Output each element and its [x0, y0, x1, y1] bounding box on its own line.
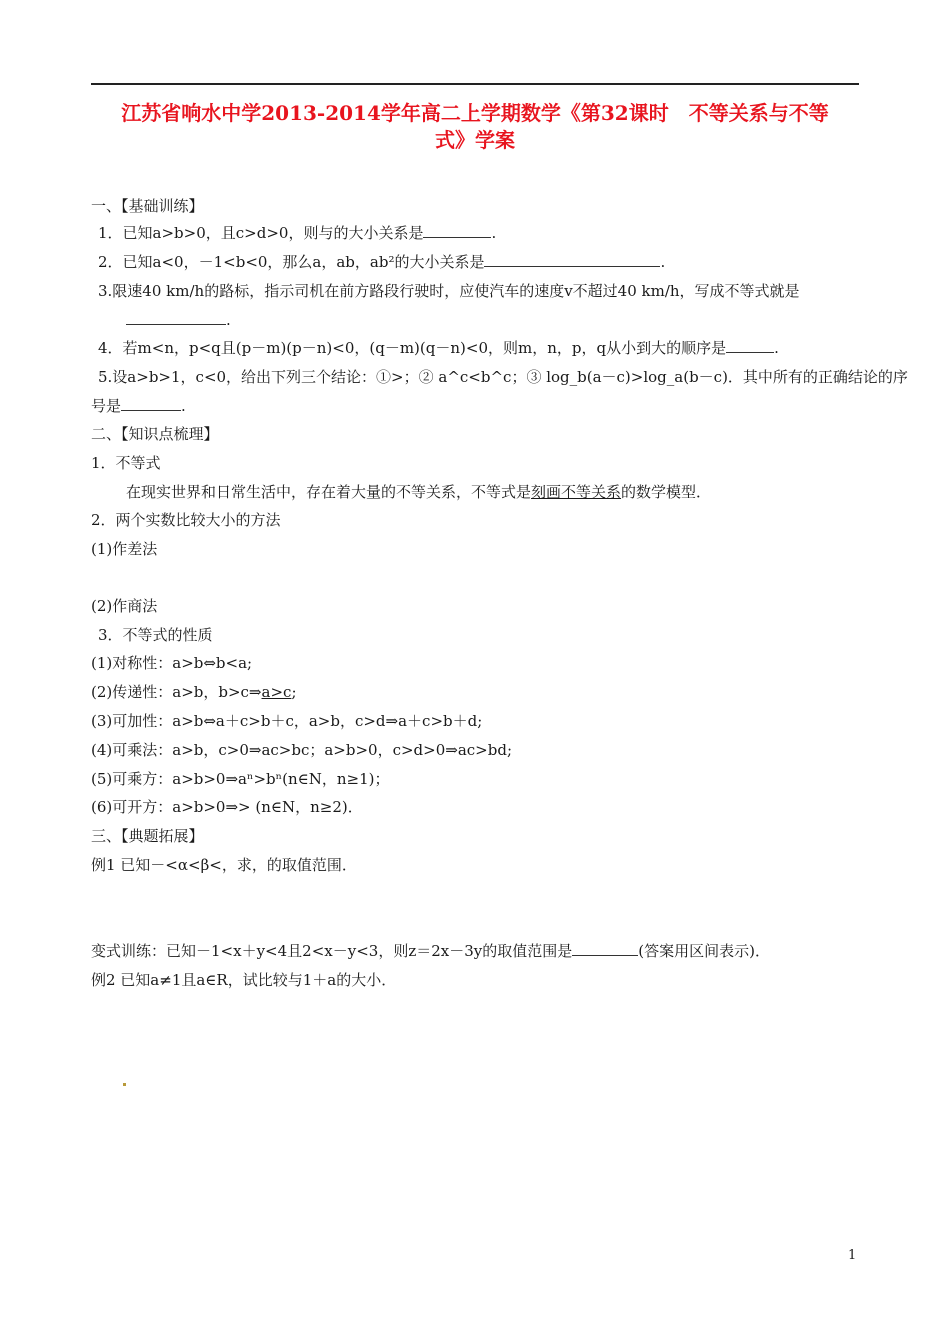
question-2-text: 2．已知a<0，－1<b<0，那么a，ab，ab²的大小关系是	[98, 253, 485, 271]
question-4-end: .	[774, 339, 779, 357]
knowledge-1-text	[126, 482, 901, 502]
title-line-1: 江苏省响水中学2013-2014学年高二上学期数学《第32课时 不等关系与不等	[121, 101, 829, 125]
document-title	[80, 100, 870, 154]
property-2	[91, 682, 866, 702]
question-1	[98, 223, 873, 243]
section-2-heading: 二、【知识点梳理】	[91, 425, 219, 443]
example-2: 例2 已知a≠1且a∈R，试比较与1＋a的大小．	[91, 971, 397, 989]
question-3: 3.限速40 km/h的路标，指示司机在前方路段行驶时，应使汽车的速度v不超过40 km/h，写成不等式就是	[98, 282, 800, 300]
answer-blank-variant[interactable]	[572, 941, 638, 956]
question-1-end: .	[491, 224, 497, 242]
answer-blank-5[interactable]	[121, 396, 181, 411]
question-2	[98, 252, 873, 272]
header-rule	[91, 83, 859, 85]
question-2-end: .	[660, 253, 666, 271]
knowledge-2-method-a: (1)作差法	[91, 540, 158, 558]
knowledge-1-text-before: 在现实世界和日常生活中，存在着大量的不等关系，不等式是	[126, 483, 532, 501]
scan-mark	[123, 1083, 126, 1086]
question-4-text: 4．若m<n，p<q且(p－m)(p－n)<0，(q－m)(q－n)<0，则m，n，p，q从小到大的顺序是	[98, 339, 727, 357]
question-5-end: .	[181, 397, 186, 415]
property-4: (4)可乘法：a>b，c>0⇒ac>bc；a>b>0，c>d>0⇒ac>bd;	[91, 741, 513, 759]
section-3-heading: 三、【典题拓展】	[91, 827, 204, 845]
question-3-end: .	[226, 311, 231, 329]
answer-blank-1[interactable]	[423, 223, 491, 238]
question-1-text: 1．已知a>b>0，且c>d>0，则与的大小关系是	[98, 224, 424, 242]
question-3-answer-line	[126, 310, 901, 330]
question-5-line-1: 5.设a>b>1，c<0，给出下列三个结论：①>；② a^c<b^c；③ log_b(a－c)>log_a(b－c)．其中所有的正确结论的序	[98, 368, 908, 386]
page-number: 1	[848, 1248, 857, 1263]
property-3: (3)可加性：a>b⇔a＋c>b＋c，a>b，c>d⇒a＋c>b＋d;	[91, 712, 483, 730]
knowledge-1-underlined: 刻画不等关系	[531, 483, 622, 501]
section-1-heading: 一、【基础训练】	[91, 197, 204, 215]
property-6: (6)可开方：a>b>0⇒> (n∈N，n≥2)．	[91, 798, 363, 816]
property-1: (1)对称性：a>b⇔b<a;	[91, 654, 253, 672]
question-5-text: 号是	[91, 397, 122, 415]
knowledge-1-text-after: 的数学模型．	[621, 483, 712, 501]
property-5: (5)可乘方：a>b>0⇒aⁿ>bⁿ(n∈N，n≥1)；	[91, 770, 390, 788]
answer-blank-4[interactable]	[726, 338, 774, 353]
knowledge-2-title: 2．两个实数比较大小的方法	[91, 511, 281, 529]
variant-text-before: 变式训练：已知－1<x＋y<4且2<x－y<3，则z＝2x－3y的取值范围是	[91, 942, 573, 960]
example-1: 例1 已知－<α<β<，求，的取值范围．	[91, 856, 357, 874]
question-4	[98, 338, 873, 358]
variant-exercise	[91, 941, 866, 961]
question-5-line-2	[91, 396, 866, 416]
answer-blank-3[interactable]	[126, 310, 226, 325]
knowledge-2-method-b: (2)作商法	[91, 597, 158, 615]
title-line-2: 式》学案	[435, 128, 515, 152]
knowledge-3-title: 3．不等式的性质	[98, 626, 213, 644]
property-2-after: ;	[291, 683, 297, 701]
property-2-before: (2)传递性：a>b，b>c⇒	[91, 683, 262, 701]
property-2-underlined: a>c	[261, 683, 292, 701]
knowledge-1-title: 1．不等式	[91, 454, 161, 472]
answer-blank-2[interactable]	[484, 252, 660, 267]
variant-text-after: (答案用区间表示)．	[638, 942, 770, 960]
